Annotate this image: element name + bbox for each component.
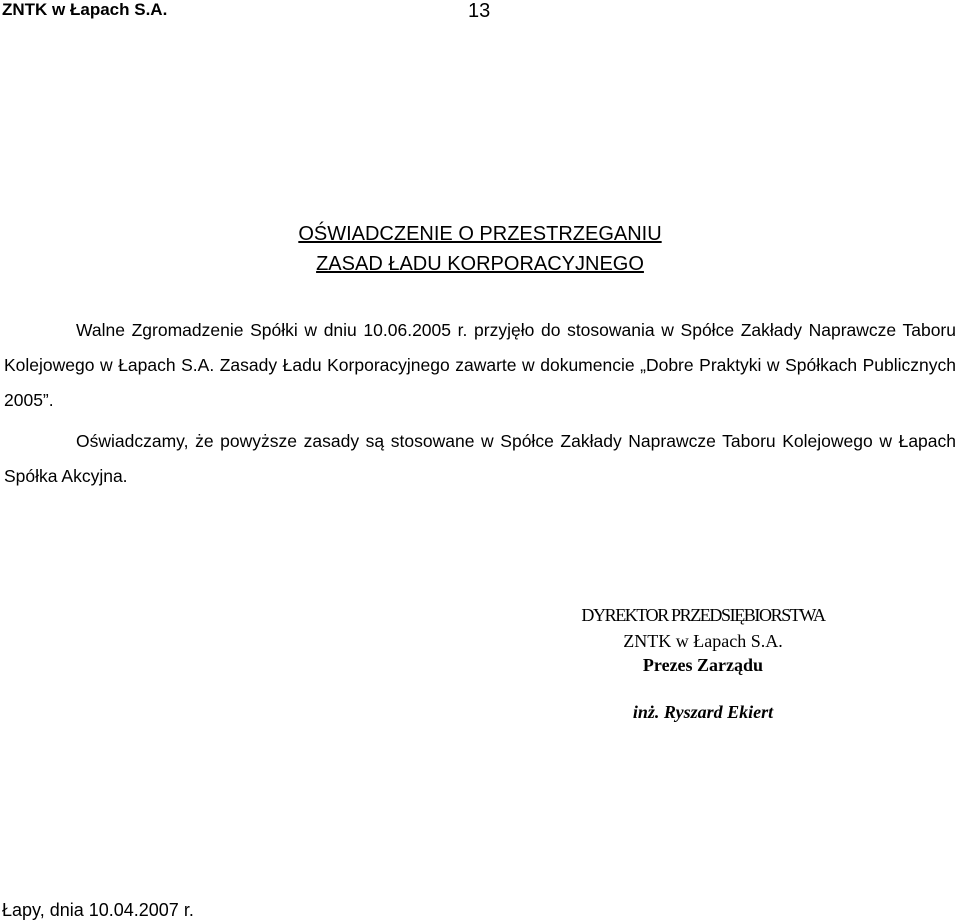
statement-paragraph-2 [4,424,956,494]
signature-name: inż. Ryszard Ekiert [632,702,774,722]
page-number: 13 [468,0,491,22]
statement-paragraph-1 [4,313,956,418]
signature-role: Prezes Zarządu [642,655,764,675]
footer-place-date: Łapy, dnia 10.04.2007 r. [2,900,194,920]
paragraph-1-text: Walne Zgromadzenie Spółki w dniu 10.06.2005 r. przyjęło do stosowania w Spółce Zakłady Naprawcze Taboru Kolejowego w Łapach S.A. Zasady Ładu Korporacyjnego zawarte w dokumencie „Dobre Praktyki w Spółkach Publicznych 2005”. [4,320,956,410]
signature-director-title: DYREKTOR PRZEDSIĘBIORSTWA [581,605,825,625]
paragraph-2-text: Oświadczamy, że powyższe zasady są stosowane w Spółce Zakłady Naprawcze Taboru Kolejowego w Łapach Spółka Akcyjna. [4,431,956,486]
document-title-line-2: ZASAD ŁADU KORPORACYJNEGO [316,253,644,275]
document-title-line-1: OŚWIADCZENIE O PRZESTRZEGANIU [298,223,662,245]
signature-company: ZNTK w Łapach S.A. [623,631,783,651]
header-company-name: ZNTK w Łapach S.A. [2,0,168,19]
